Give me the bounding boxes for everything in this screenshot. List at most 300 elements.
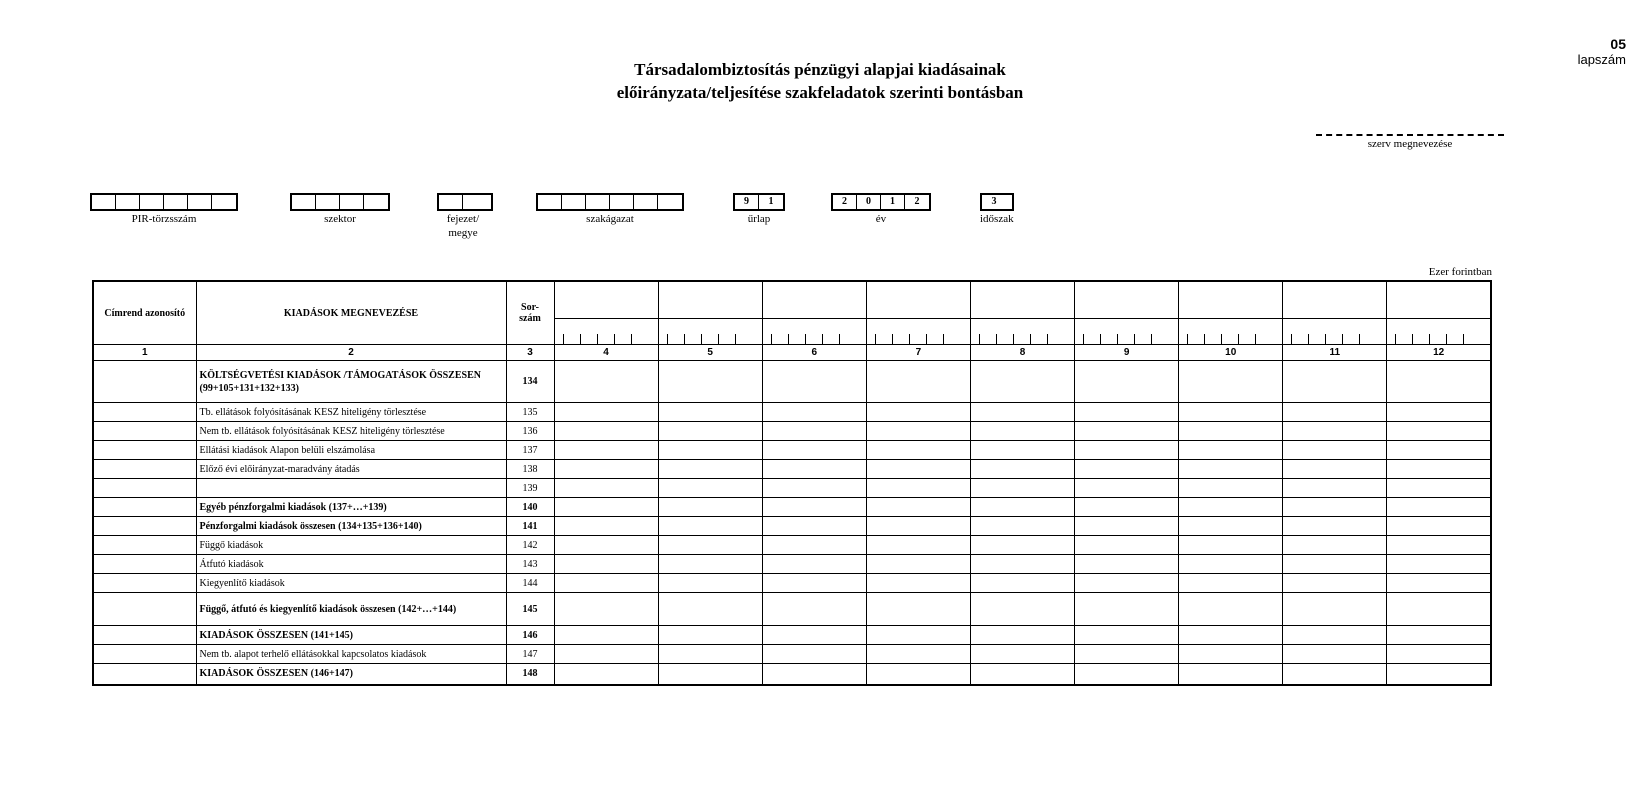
cimrend-cell[interactable]: [93, 574, 196, 593]
tick-mark: [1325, 334, 1326, 344]
code-group: [437, 193, 493, 240]
value-cell[interactable]: [762, 517, 866, 536]
row-code: 134: [506, 361, 554, 403]
value-cell[interactable]: [970, 645, 1074, 664]
code-box[interactable]: 1: [768, 196, 774, 207]
column-number: 5: [658, 345, 762, 361]
row-name: Pénzforgalmi kiadások összesen (134+135+136+140): [196, 517, 506, 536]
value-cell[interactable]: [970, 593, 1074, 626]
code-box[interactable]: 0: [857, 195, 881, 209]
table-row: [93, 498, 1491, 517]
code-box[interactable]: 3: [991, 196, 997, 207]
header-code-cell[interactable]: [554, 319, 658, 345]
value-cell[interactable]: [970, 517, 1074, 536]
tick-mark: [1255, 334, 1256, 344]
code-boxes[interactable]: [980, 193, 1014, 211]
tick-mark: [1429, 334, 1430, 344]
cimrend-cell[interactable]: [93, 422, 196, 441]
row-code: 143: [506, 555, 554, 574]
tick-mark: [909, 334, 910, 344]
header-code-cell[interactable]: [658, 319, 762, 345]
value-cell[interactable]: [1387, 664, 1491, 685]
column-number: 7: [866, 345, 970, 361]
tick-mark: [597, 334, 598, 344]
tick-mark: [1134, 334, 1135, 344]
header-kiadasok-megnevezese: KIADÁSOK MEGNEVEZÉSE: [196, 281, 506, 345]
value-cell[interactable]: [970, 479, 1074, 498]
header-code-cell[interactable]: [866, 319, 970, 345]
value-cell[interactable]: [762, 460, 866, 479]
value-cell[interactable]: [1283, 361, 1387, 403]
code-box[interactable]: 2: [914, 196, 920, 207]
code-box[interactable]: [140, 195, 164, 209]
value-cell[interactable]: [554, 593, 658, 626]
code-box[interactable]: [586, 195, 610, 209]
table-row: [93, 460, 1491, 479]
value-cell[interactable]: [970, 441, 1074, 460]
header-code-cell[interactable]: [970, 319, 1074, 345]
cimrend-cell[interactable]: [93, 517, 196, 536]
code-box[interactable]: [316, 195, 340, 209]
cimrend-cell[interactable]: [93, 626, 196, 645]
row-code: 138: [506, 460, 554, 479]
value-cell[interactable]: [1283, 555, 1387, 574]
value-cell[interactable]: [866, 593, 970, 626]
value-cell[interactable]: [762, 626, 866, 645]
value-cell[interactable]: [1075, 441, 1179, 460]
row-code: 142: [506, 536, 554, 555]
tick-mark: [1221, 334, 1222, 344]
table-row: [93, 645, 1491, 664]
value-cell[interactable]: [1283, 593, 1387, 626]
column-number: 11: [1283, 345, 1387, 361]
tick-mark: [1187, 334, 1188, 344]
value-cell[interactable]: [1387, 645, 1491, 664]
tick-mark: [614, 334, 615, 344]
row-name: Tb. ellátások folyósításának KESZ hiteligény törlesztése: [196, 403, 506, 422]
row-name: Ellátási kiadások Alapon belüli elszámolása: [196, 441, 506, 460]
column-number: 2: [196, 345, 506, 361]
table-row: [93, 574, 1491, 593]
value-cell[interactable]: [1387, 441, 1491, 460]
value-cell[interactable]: [1179, 460, 1283, 479]
code-box[interactable]: [364, 195, 388, 209]
value-cell[interactable]: [1075, 498, 1179, 517]
table-row: [93, 626, 1491, 645]
code-box[interactable]: [538, 195, 562, 209]
header-code-ticks: [1179, 319, 1282, 344]
code-box[interactable]: 9: [735, 195, 759, 209]
value-cell[interactable]: [1179, 361, 1283, 403]
organization-field[interactable]: [1316, 134, 1504, 150]
tick-mark: [667, 334, 668, 344]
cimrend-cell[interactable]: [93, 593, 196, 626]
value-cell[interactable]: [1179, 498, 1283, 517]
value-cell[interactable]: [866, 361, 970, 403]
row-name: [196, 479, 506, 498]
value-cell[interactable]: [1075, 593, 1179, 626]
row-name: Egyéb pénzforgalmi kiadások (137+…+139): [196, 498, 506, 517]
value-cell[interactable]: [970, 555, 1074, 574]
value-cell[interactable]: [866, 403, 970, 422]
value-cell[interactable]: [658, 422, 762, 441]
code-box[interactable]: [116, 195, 140, 209]
value-cell[interactable]: [1075, 574, 1179, 593]
row-code: 145: [506, 593, 554, 626]
code-box[interactable]: [292, 195, 316, 209]
value-cell[interactable]: [762, 593, 866, 626]
value-cell[interactable]: [762, 645, 866, 664]
value-cell[interactable]: [658, 460, 762, 479]
header-code-ticks: [1283, 319, 1386, 344]
value-cell[interactable]: [1075, 626, 1179, 645]
value-cell[interactable]: [970, 536, 1074, 555]
code-box[interactable]: 2: [833, 195, 857, 209]
row-code: 139: [506, 479, 554, 498]
value-cell[interactable]: [1179, 593, 1283, 626]
header-sorszam: Sor-szám: [506, 281, 554, 345]
code-box[interactable]: [340, 195, 364, 209]
code-boxes[interactable]: [831, 193, 931, 211]
value-cell[interactable]: [1179, 645, 1283, 664]
value-cell[interactable]: [658, 479, 762, 498]
tick-mark: [1446, 334, 1447, 344]
tick-mark: [996, 334, 997, 344]
table-row: [93, 479, 1491, 498]
value-cell[interactable]: [1283, 626, 1387, 645]
value-cell[interactable]: [1179, 479, 1283, 498]
value-cell[interactable]: [866, 536, 970, 555]
cimrend-cell[interactable]: [93, 460, 196, 479]
value-cell[interactable]: [1179, 536, 1283, 555]
header-code-ticks: [971, 319, 1074, 344]
tick-mark: [1047, 334, 1048, 344]
code-group: [733, 193, 785, 226]
value-cell[interactable]: [762, 664, 866, 685]
organization-label: szerv megnevezése: [1367, 138, 1453, 150]
value-cell[interactable]: [554, 403, 658, 422]
value-cell[interactable]: [1075, 479, 1179, 498]
header-code-cell[interactable]: [1283, 319, 1387, 345]
code-boxes[interactable]: [536, 193, 684, 211]
value-cell[interactable]: [658, 626, 762, 645]
value-cell[interactable]: [1179, 441, 1283, 460]
value-cell[interactable]: [866, 664, 970, 685]
value-cell[interactable]: [554, 645, 658, 664]
row-name: Nem tb. alapot terhelő ellátásokkal kapcsolatos kiadások: [196, 645, 506, 664]
value-cell[interactable]: [762, 555, 866, 574]
value-cell[interactable]: [866, 422, 970, 441]
row-code: 140: [506, 498, 554, 517]
header-value-column: [1387, 281, 1491, 319]
header-value-column: [1179, 281, 1283, 319]
value-cell[interactable]: [1179, 422, 1283, 441]
code-group: [831, 193, 931, 226]
column-number: 3: [506, 345, 554, 361]
value-cell[interactable]: [1283, 479, 1387, 498]
row-name: Kiegyenlítő kiadások: [196, 574, 506, 593]
value-cell[interactable]: [554, 361, 658, 403]
code-boxes[interactable]: [290, 193, 390, 211]
header-code-cell[interactable]: [1387, 319, 1491, 345]
value-cell[interactable]: [762, 479, 866, 498]
tick-mark: [771, 334, 772, 344]
code-box[interactable]: [463, 195, 487, 209]
value-cell[interactable]: [658, 498, 762, 517]
tick-mark: [684, 334, 685, 344]
value-cell[interactable]: [554, 664, 658, 685]
code-group: [536, 193, 684, 226]
value-cell[interactable]: [658, 441, 762, 460]
cimrend-cell[interactable]: [93, 479, 196, 498]
tick-mark: [1083, 334, 1084, 344]
value-cell[interactable]: [866, 498, 970, 517]
value-cell[interactable]: [1283, 460, 1387, 479]
value-cell[interactable]: [1075, 664, 1179, 685]
cimrend-cell[interactable]: [93, 498, 196, 517]
cimrend-cell[interactable]: [93, 664, 196, 685]
value-cell[interactable]: [1075, 517, 1179, 536]
value-cell[interactable]: [554, 460, 658, 479]
cimrend-cell[interactable]: [93, 403, 196, 422]
cimrend-cell[interactable]: [93, 361, 196, 403]
table-row: [93, 441, 1491, 460]
value-cell[interactable]: [866, 555, 970, 574]
value-cell[interactable]: [1387, 361, 1491, 403]
value-cell[interactable]: [554, 536, 658, 555]
value-cell[interactable]: [1283, 574, 1387, 593]
value-cell[interactable]: [866, 460, 970, 479]
tick-mark: [1291, 334, 1292, 344]
value-cell[interactable]: [1387, 403, 1491, 422]
code-box[interactable]: [439, 195, 463, 209]
value-cell[interactable]: [1283, 441, 1387, 460]
title-line-2: előirányzata/teljesítése szakfeladatok szerinti bontásban: [616, 83, 1024, 102]
value-cell[interactable]: [1283, 517, 1387, 536]
value-cell[interactable]: [554, 574, 658, 593]
value-cell[interactable]: [970, 664, 1074, 685]
column-number: 10: [1179, 345, 1283, 361]
value-cell[interactable]: [658, 403, 762, 422]
cimrend-cell[interactable]: [93, 645, 196, 664]
value-cell[interactable]: [1075, 422, 1179, 441]
table-row: [93, 593, 1491, 626]
tick-mark: [875, 334, 876, 344]
value-cell[interactable]: [1387, 593, 1491, 626]
table-row: [93, 536, 1491, 555]
value-cell[interactable]: [658, 574, 762, 593]
value-cell[interactable]: [866, 574, 970, 593]
value-cell[interactable]: [866, 441, 970, 460]
code-box[interactable]: [188, 195, 212, 209]
value-cell[interactable]: [554, 422, 658, 441]
value-cell[interactable]: [1179, 626, 1283, 645]
value-cell[interactable]: [554, 555, 658, 574]
tick-mark: [1412, 334, 1413, 344]
header-value-column: [866, 281, 970, 319]
code-box[interactable]: [164, 195, 188, 209]
tick-mark: [926, 334, 927, 344]
tick-mark: [1013, 334, 1014, 344]
value-cell[interactable]: [970, 361, 1074, 403]
header-code-cell[interactable]: [762, 319, 866, 345]
code-boxes[interactable]: [90, 193, 238, 211]
value-cell[interactable]: [1283, 422, 1387, 441]
value-cell[interactable]: [1283, 536, 1387, 555]
value-cell[interactable]: [866, 626, 970, 645]
header-code-ticks: [1075, 319, 1178, 344]
value-cell[interactable]: [762, 441, 866, 460]
value-cell[interactable]: [866, 645, 970, 664]
column-number: 12: [1387, 345, 1491, 361]
value-cell[interactable]: [970, 460, 1074, 479]
table-row: [93, 361, 1491, 403]
header-code-cell[interactable]: [1179, 319, 1283, 345]
value-cell[interactable]: [762, 498, 866, 517]
code-box[interactable]: [658, 195, 682, 209]
value-cell[interactable]: [554, 498, 658, 517]
value-cell[interactable]: [1179, 574, 1283, 593]
row-name: Függő kiadások: [196, 536, 506, 555]
value-cell[interactable]: [762, 536, 866, 555]
value-cell[interactable]: [1387, 574, 1491, 593]
column-number: 6: [762, 345, 866, 361]
value-cell[interactable]: [970, 498, 1074, 517]
header-value-column: [1075, 281, 1179, 319]
tick-mark: [1030, 334, 1031, 344]
value-cell[interactable]: [762, 574, 866, 593]
code-label: űrlap: [747, 213, 771, 225]
row-name: Előző évi előirányzat-maradvány átadás: [196, 460, 506, 479]
value-cell[interactable]: [1387, 498, 1491, 517]
organization-dotted-line: [1316, 134, 1504, 136]
row-name: Függő, átfutó és kiegyenlítő kiadások összesen (142+…+144): [196, 593, 506, 626]
value-cell[interactable]: [658, 536, 762, 555]
value-cell[interactable]: [970, 403, 1074, 422]
value-cell[interactable]: [1075, 361, 1179, 403]
header-value-column: [658, 281, 762, 319]
identifier-codes: [0, 193, 1640, 253]
value-cell[interactable]: [1075, 645, 1179, 664]
value-cell[interactable]: [658, 664, 762, 685]
tick-mark: [1238, 334, 1239, 344]
value-cell[interactable]: [1179, 664, 1283, 685]
tick-mark: [735, 334, 736, 344]
header-code-ticks: [659, 319, 762, 344]
value-cell[interactable]: [866, 517, 970, 536]
value-cell[interactable]: [554, 626, 658, 645]
tick-mark: [892, 334, 893, 344]
row-code: 144: [506, 574, 554, 593]
cimrend-cell[interactable]: [93, 441, 196, 460]
value-cell[interactable]: [762, 422, 866, 441]
tick-mark: [1308, 334, 1309, 344]
value-cell[interactable]: [1283, 498, 1387, 517]
value-cell[interactable]: [1387, 479, 1491, 498]
value-cell[interactable]: [1179, 517, 1283, 536]
table-row: [93, 403, 1491, 422]
table-row: [93, 664, 1491, 685]
table-row: [93, 555, 1491, 574]
value-cell[interactable]: [762, 361, 866, 403]
cimrend-cell[interactable]: [93, 555, 196, 574]
row-code: 136: [506, 422, 554, 441]
tick-mark: [788, 334, 789, 344]
value-cell[interactable]: [1283, 664, 1387, 685]
code-box[interactable]: [92, 195, 116, 209]
value-cell[interactable]: [762, 403, 866, 422]
value-cell[interactable]: [1283, 403, 1387, 422]
header-value-column: [762, 281, 866, 319]
column-number: 8: [970, 345, 1074, 361]
tick-mark: [979, 334, 980, 344]
value-cell[interactable]: [970, 422, 1074, 441]
value-cell[interactable]: [658, 517, 762, 536]
code-box[interactable]: [212, 195, 236, 209]
value-cell[interactable]: [1387, 460, 1491, 479]
tick-mark: [805, 334, 806, 344]
value-cell[interactable]: [1075, 555, 1179, 574]
value-cell[interactable]: [1387, 536, 1491, 555]
value-cell[interactable]: [1075, 536, 1179, 555]
code-boxes[interactable]: [733, 193, 785, 211]
page-number-label: lapszám: [1577, 52, 1626, 67]
value-cell[interactable]: [658, 645, 762, 664]
header-code-cell[interactable]: [1075, 319, 1179, 345]
row-code: 135: [506, 403, 554, 422]
code-box[interactable]: [634, 195, 658, 209]
code-box[interactable]: [562, 195, 586, 209]
row-code: 148: [506, 664, 554, 685]
row-name: KIADÁSOK ÖSSZESEN (146+147): [196, 664, 506, 685]
code-label: szektor: [324, 213, 356, 225]
value-cell[interactable]: [554, 517, 658, 536]
value-cell[interactable]: [970, 626, 1074, 645]
value-cell[interactable]: [658, 361, 762, 403]
value-cell[interactable]: [658, 555, 762, 574]
code-boxes[interactable]: [437, 193, 493, 211]
value-cell[interactable]: [554, 441, 658, 460]
value-cell[interactable]: [970, 574, 1074, 593]
value-cell[interactable]: [1179, 403, 1283, 422]
expenditure-table: [92, 280, 1492, 686]
value-cell[interactable]: [1075, 403, 1179, 422]
code-box[interactable]: 1: [881, 195, 905, 209]
value-cell[interactable]: [1387, 555, 1491, 574]
value-cell[interactable]: [658, 593, 762, 626]
tick-mark: [1463, 334, 1464, 344]
value-cell[interactable]: [554, 479, 658, 498]
value-cell[interactable]: [1075, 460, 1179, 479]
value-cell[interactable]: [1387, 422, 1491, 441]
tick-mark: [822, 334, 823, 344]
value-cell[interactable]: [1283, 645, 1387, 664]
column-number: 1: [93, 345, 196, 361]
header-value-column: [970, 281, 1074, 319]
value-cell[interactable]: [866, 479, 970, 498]
tick-mark: [1100, 334, 1101, 344]
code-box[interactable]: [610, 195, 634, 209]
tick-mark: [1395, 334, 1396, 344]
value-cell[interactable]: [1387, 626, 1491, 645]
header-code-ticks: [1387, 319, 1490, 344]
cimrend-cell[interactable]: [93, 536, 196, 555]
code-label: fejezet/ megye: [446, 213, 480, 239]
tick-mark: [1117, 334, 1118, 344]
tick-mark: [1151, 334, 1152, 344]
value-cell[interactable]: [1179, 555, 1283, 574]
value-cell[interactable]: [1387, 517, 1491, 536]
